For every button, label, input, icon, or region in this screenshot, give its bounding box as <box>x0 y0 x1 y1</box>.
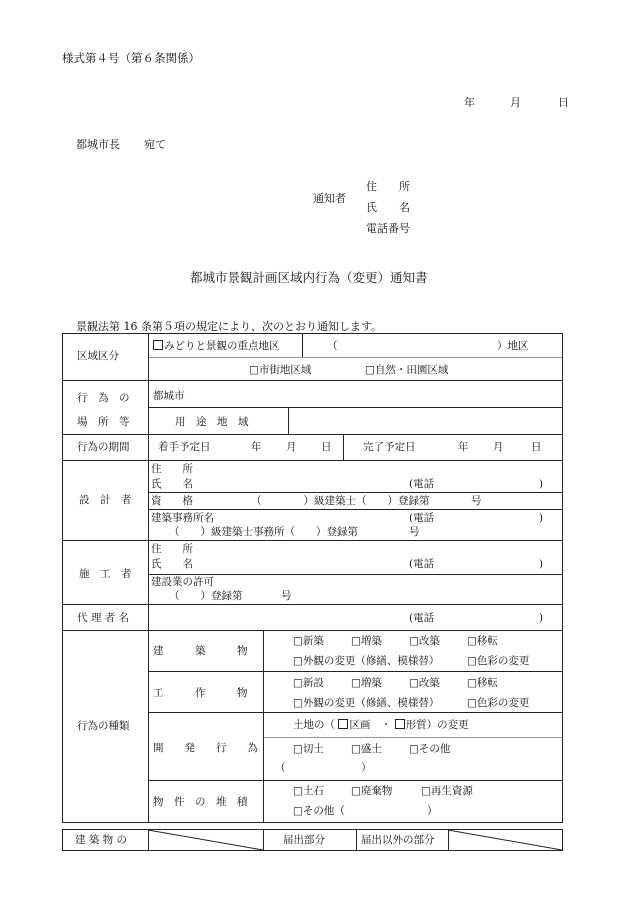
designer-address: 住 所 <box>151 463 193 475</box>
place-label-2: 場 所 等 <box>77 416 130 428</box>
zone-paren-close: ）地区 <box>497 340 529 352</box>
notification-form <box>62 333 563 823</box>
building-extend[interactable]: □増築 <box>351 635 382 647</box>
notifier-label: 通知者 <box>313 192 346 205</box>
pile-other[interactable]: □その他（ <box>293 805 345 817</box>
develop-label: 開 発 行 為 <box>153 742 258 754</box>
structure-move[interactable]: □移転 <box>467 677 498 689</box>
period-end: 完了予定日 <box>363 441 416 453</box>
license-label: 建設業の許可 <box>151 576 214 588</box>
building-exterior[interactable]: □外観の変更（修繕、模様替） <box>293 655 440 667</box>
building-rebuild[interactable]: □改築 <box>409 635 440 647</box>
notifier-name: 氏 名 <box>366 201 410 214</box>
office-phone-close: ) <box>539 512 544 524</box>
develop-paren-open: （ <box>275 762 286 774</box>
pile-waste[interactable]: □廃棄物 <box>351 785 393 797</box>
addressee-name: 都城市長 <box>76 138 120 151</box>
checkbox-icon[interactable] <box>395 719 405 729</box>
period-end-day: 日 <box>531 441 542 453</box>
land-change-post: ）の変更 <box>426 719 469 731</box>
zone-urban-option[interactable]: □市街地区域 <box>249 364 312 376</box>
agent-label: 代 理 者 名 <box>77 612 130 624</box>
zone-priority-label: みどりと景観の重点地区 <box>164 340 280 352</box>
pile-label: 物 件 の 堆 積 <box>153 796 248 808</box>
land-change <box>293 719 469 731</box>
pile-other-close: ） <box>427 805 438 817</box>
structure-color[interactable]: □色彩の変更 <box>467 697 530 709</box>
bottom-label: 建 築 物 の <box>75 834 128 846</box>
building-label: 建 築 物 <box>153 645 248 657</box>
place-city: 都城市 <box>153 390 185 402</box>
diagonal-slash-2 <box>448 830 562 850</box>
notifier-address: 住 所 <box>366 180 410 193</box>
period-start-month: 月 <box>286 441 297 453</box>
develop-cut[interactable]: □切土 <box>293 743 324 755</box>
constructor-phone-close: ) <box>539 558 544 570</box>
addressee-suffix: 宛て <box>144 138 166 151</box>
license-number: 号 <box>281 590 292 602</box>
zone-paren-open: （ <box>327 340 338 352</box>
designer-label: 設 計 者 <box>79 494 132 506</box>
designer-phone: (電話 <box>409 478 435 490</box>
structure-label: 工 作 物 <box>153 687 248 699</box>
structure-rebuild[interactable]: □改築 <box>409 677 440 689</box>
office-class: （ ）級建築士事務所（ ）登録第 <box>169 526 358 538</box>
agent-phone: (電話 <box>409 612 435 624</box>
kind-label: 行為の種類 <box>77 720 130 732</box>
place-label-1: 行 為 の <box>77 392 130 404</box>
date-year: 年 <box>464 96 475 109</box>
building-new[interactable]: □新築 <box>293 635 324 647</box>
pile-recycle[interactable]: □再生資源 <box>421 785 473 797</box>
period-label: 行為の期間 <box>77 441 130 453</box>
constructor-address: 住 所 <box>151 543 193 555</box>
structure-new[interactable]: □新設 <box>293 677 324 689</box>
designer-qualification: 資 格 <box>151 495 193 507</box>
building-area-row <box>62 829 563 851</box>
period-end-year: 年 <box>458 441 469 453</box>
office-phone: (電話 <box>409 512 435 524</box>
land-division: 区画 ・ <box>349 719 392 731</box>
period-start: 着手予定日 <box>158 441 211 453</box>
zone-nature-option[interactable]: □自然・田園区域 <box>365 364 449 376</box>
checkbox-icon[interactable] <box>153 340 163 350</box>
checkbox-icon[interactable] <box>338 719 348 729</box>
designer-name: 氏 名 <box>151 478 193 490</box>
date-day: 日 <box>558 96 569 109</box>
constructor-name: 氏 名 <box>151 558 193 570</box>
period-start-day: 日 <box>321 441 332 453</box>
page-title: 都城市景観計画区域内行為（変更）通知書 <box>190 270 428 285</box>
develop-paren-close: ） <box>361 762 372 774</box>
office-reg-number: 号 <box>409 526 420 538</box>
bottom-other: 届出以外の部分 <box>361 834 435 846</box>
period-start-year: 年 <box>251 441 262 453</box>
zone-priority-option[interactable] <box>153 340 280 352</box>
form-number: 様式第４号（第６条関係） <box>62 51 200 65</box>
building-color[interactable]: □色彩の変更 <box>467 655 530 667</box>
diagonal-slash-1 <box>148 830 263 850</box>
constructor-label: 施 工 者 <box>79 568 132 580</box>
building-move[interactable]: □移転 <box>467 635 498 647</box>
land-shape: 形質 <box>405 719 427 731</box>
bottom-reported: 届出部分 <box>283 834 325 846</box>
designer-reg-number: 号 <box>471 495 482 507</box>
land-change-pre: 土地の（ <box>293 719 335 731</box>
structure-extend[interactable]: □増築 <box>351 677 382 689</box>
designer-phone-close: ) <box>539 478 544 490</box>
develop-other[interactable]: □その他 <box>409 743 451 755</box>
period-end-month: 月 <box>493 441 504 453</box>
license-reg: （ ）登録第 <box>169 590 243 602</box>
use-zone-label: 用 途 地 域 <box>175 416 249 428</box>
pile-soil[interactable]: □土石 <box>293 785 324 797</box>
designer-qual-detail: （ ）級建築士（ ）登録第 <box>251 495 430 507</box>
constructor-phone: (電話 <box>409 558 435 570</box>
zone-label: 区域区分 <box>77 350 119 362</box>
office-name: 建築事務所名 <box>151 512 214 524</box>
structure-exterior[interactable]: □外観の変更（修繕、模様替） <box>293 697 440 709</box>
notifier-phone: 電話番号 <box>366 222 410 235</box>
intro-text: 景観法第 16 条第５項の規定により、次のとおり通知します。 <box>76 320 383 333</box>
develop-fill[interactable]: □盛土 <box>351 743 382 755</box>
agent-phone-close: ) <box>539 612 544 624</box>
date-month: 月 <box>510 96 521 109</box>
